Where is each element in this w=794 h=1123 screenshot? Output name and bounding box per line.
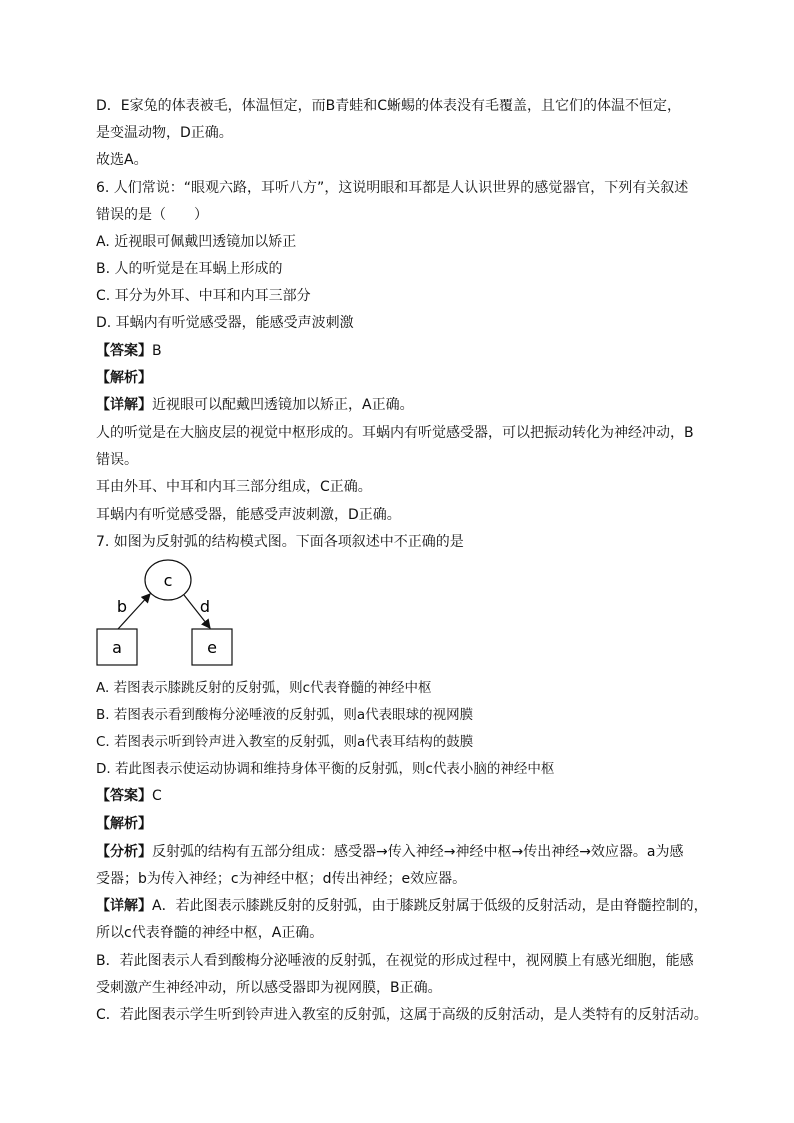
- reflex-arc-svg: [92, 552, 242, 670]
- q6-answer-tag: 【答案】: [96, 343, 152, 359]
- q7-fenxi-text1: 反射弧的结构有五部分组成：感受器→传入神经→神经中枢→传出神经→效应器。a为感: [152, 844, 684, 860]
- q6-option-b: B. 人的听觉是在耳蜗上形成的: [96, 261, 283, 277]
- q7-option-c: C. 若图表示听到铃声进入教室的反射弧，则a代表耳结构的鼓膜: [96, 734, 474, 750]
- q6-answer-value: B: [152, 343, 162, 359]
- node-c-label: c: [163, 571, 173, 590]
- q5-option-d-line2: 是变温动物，D正确。: [96, 125, 233, 141]
- q7-option-d: D. 若此图表示使运动协调和维持身体平衡的反射弧，则c代表小脑的神经中枢: [96, 761, 555, 777]
- q7-detail-line1: [96, 897, 708, 915]
- q7-detail-line5: C．若此图表示学生听到铃声进入教室的反射弧，这属于高级的反射活动，是人类特有的反射活动。: [96, 1007, 708, 1023]
- q6-option-c: C. 耳分为外耳、中耳和内耳三部分: [96, 288, 311, 304]
- q7-analysis-tag: 【解析】: [96, 816, 152, 832]
- q7-fenxi-line2: 受器；b为传入神经；c为神经中枢；d传出神经；e效应器。: [96, 871, 467, 887]
- q6-detail-line5: 耳蜗内有听觉感受器，能感受声波刺激，D正确。: [96, 507, 401, 523]
- q6-detail-line2: 人的听觉是在大脑皮层的视觉中枢形成的。耳蜗内有听觉感受器，可以把振动转化为神经冲动，B: [96, 425, 694, 441]
- q7-answer-value: C: [152, 788, 162, 804]
- q7-answer-tag: 【答案】: [96, 788, 152, 804]
- q7-fenxi-tag: 【分析】: [96, 844, 152, 860]
- q7-detail-line4: 受刺激产生神经冲动，所以感受器即为视网膜，B正确。: [96, 980, 442, 996]
- q7-fenxi-line1: [96, 843, 684, 861]
- q6-option-a: A. 近视眼可佩戴凹透镜加以矫正: [96, 234, 297, 250]
- q6-option-d: D. 耳蜗内有听觉感受器，能感受声波刺激: [96, 315, 354, 331]
- q6-detail-line1: [96, 396, 414, 414]
- q5-conclusion: 故选A。: [96, 152, 148, 168]
- q6-analysis-tag: 【解析】: [96, 370, 152, 386]
- q6-stem-line2: 错误的是（ ）: [96, 207, 208, 223]
- q7-answer: [96, 787, 162, 805]
- q7-option-a: A. 若图表示膝跳反射的反射弧，则c代表脊髓的神经中枢: [96, 680, 432, 696]
- q6-detail-line4: 耳由外耳、中耳和内耳三部分组成，C正确。: [96, 479, 372, 495]
- arrow-b-label: b: [116, 597, 128, 616]
- q7-detail-tag: 【详解】: [96, 898, 152, 914]
- q6-stem-line1: 6. 人们常说：“眼观六路，耳听八方”，这说明眼和耳都是人认识世界的感觉器官，下列有关叙述: [96, 180, 689, 196]
- arrow-d-label: d: [199, 597, 211, 616]
- q7-stem: 7. 如图为反射弧的结构模式图。下面各项叙述中不正确的是: [96, 534, 464, 550]
- q7-detail-text1: A．若此图表示膝跳反射的反射弧，由于膝跳反射属于低级的反射活动，是由脊髓控制的，: [152, 898, 708, 914]
- q7-detail-line2: 所以c代表脊髓的神经中枢，A正确。: [96, 925, 324, 941]
- q7-detail-line3: B．若此图表示人看到酸梅分泌唾液的反射弧，在视觉的形成过程中，视网膜上有感光细胞，能感: [96, 953, 694, 969]
- q6-detail-text1: 近视眼可以配戴凹透镜加以矫正，A正确。: [152, 397, 414, 413]
- q6-answer: [96, 342, 162, 360]
- q6-detail-line3: 错误。: [96, 452, 138, 468]
- node-e-label: e: [207, 638, 217, 657]
- node-a-label: a: [112, 638, 122, 657]
- q7-option-b: B. 若图表示看到酸梅分泌唾液的反射弧，则a代表眼球的视网膜: [96, 707, 474, 723]
- q6-detail-tag: 【详解】: [96, 397, 152, 413]
- q5-option-d-line1: D．E家兔的体表被毛，体温恒定，而B青蛙和C蜥蜴的体表没有毛覆盖，且它们的体温不恒定，: [96, 98, 682, 114]
- reflex-arc-diagram: [92, 552, 242, 670]
